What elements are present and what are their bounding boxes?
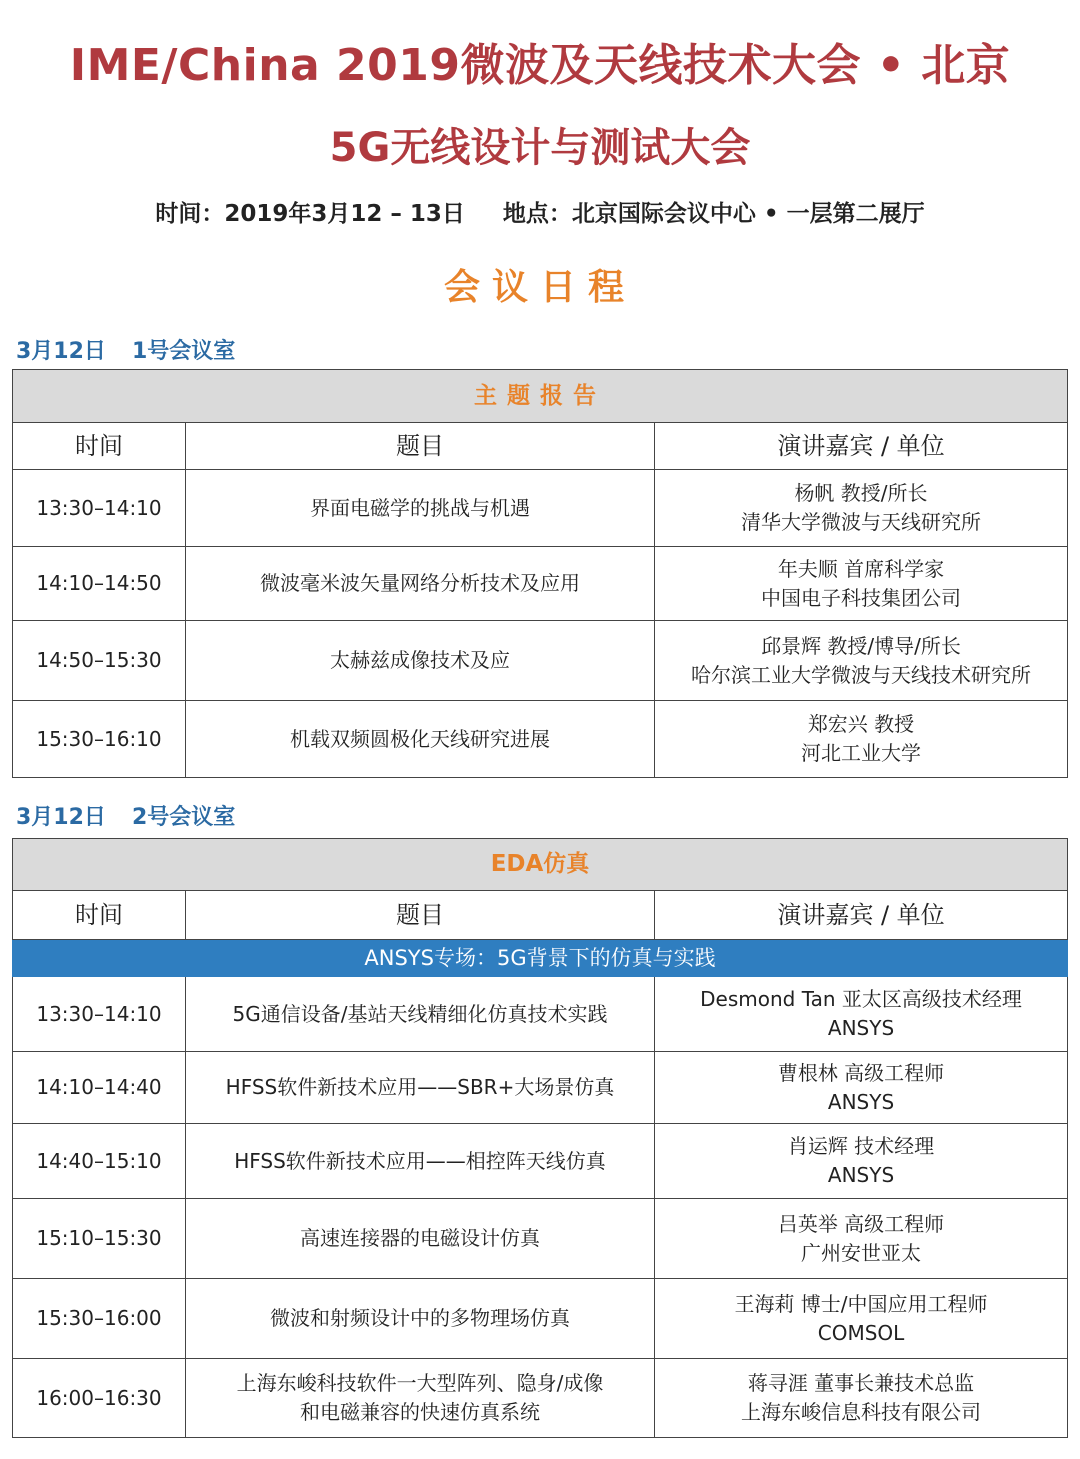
column-header-time: 时间 bbox=[13, 423, 186, 470]
speaker-name: 杨帆 教授/所长 bbox=[794, 481, 928, 505]
session2-date: 3月12日 bbox=[16, 805, 106, 830]
conference-venue: 地点：北京国际会议中心 • 一层第二展厅 bbox=[502, 201, 925, 227]
table-row bbox=[13, 701, 1068, 778]
row-topic: 高速连接器的电磁设计仿真 bbox=[186, 1199, 655, 1279]
speaker-name: 吕英举 高级工程师 bbox=[777, 1211, 945, 1236]
conference-title: IME/China 2019微波及天线技术大会 • 北京 bbox=[69, 40, 1011, 91]
row-speaker bbox=[655, 621, 1068, 701]
session1-room: 1号会议室 bbox=[131, 339, 236, 364]
row-speaker bbox=[655, 1124, 1068, 1199]
column-header-topic: 题目 bbox=[186, 891, 655, 940]
speaker-name: 蒋寻涯 董事长兼技术总监 bbox=[747, 1371, 975, 1395]
speaker-org: 清华大学微波与天线研究所 bbox=[741, 510, 981, 534]
row-time: 14:10–14:40 bbox=[13, 1052, 186, 1124]
table-row bbox=[13, 470, 1068, 547]
speaker-org: ANSYS bbox=[827, 1089, 895, 1114]
speaker-org: 中国电子科技集团公司 bbox=[761, 585, 961, 610]
speaker-org: 上海东峻信息科技有限公司 bbox=[741, 1400, 982, 1424]
column-header-time: 时间 bbox=[13, 891, 186, 940]
session1-date: 3月12日 bbox=[16, 339, 106, 364]
session1-table bbox=[12, 369, 1068, 778]
row-time: 13:30–14:10 bbox=[13, 470, 186, 547]
speaker-name: 王海莉 博士/中国应用工程师 bbox=[734, 1291, 988, 1316]
table-row bbox=[13, 547, 1068, 621]
row-time: 14:40–15:10 bbox=[13, 1124, 186, 1199]
speaker-name: 肖运辉 技术经理 bbox=[787, 1134, 935, 1158]
session2-heading bbox=[16, 802, 235, 834]
row-topic: HFSS软件新技术应用——相控阵天线仿真 bbox=[186, 1124, 655, 1199]
speaker-org: 广州安世亚太 bbox=[801, 1240, 922, 1265]
row-speaker bbox=[655, 1199, 1068, 1279]
table-row bbox=[13, 1359, 1068, 1438]
row-speaker bbox=[655, 1279, 1068, 1359]
agenda-title: 会议日程 bbox=[443, 267, 636, 308]
row-speaker bbox=[655, 701, 1068, 778]
row-speaker bbox=[655, 1359, 1068, 1438]
row-time: 13:30–14:10 bbox=[13, 977, 186, 1052]
table-row bbox=[13, 1279, 1068, 1359]
speaker-name: 曹根林 高级工程师 bbox=[777, 1060, 945, 1085]
speaker-org: COMSOL bbox=[817, 1320, 905, 1345]
row-time: 15:10–15:30 bbox=[13, 1199, 186, 1279]
row-time: 15:30–16:00 bbox=[13, 1279, 186, 1359]
row-time: 14:10–14:50 bbox=[13, 547, 186, 621]
row-topic: 微波毫米波矢量网络分析技术及应用 bbox=[186, 547, 655, 621]
table-row bbox=[13, 977, 1068, 1052]
topic-line: 和电磁兼容的快速仿真系统 bbox=[300, 1400, 540, 1424]
column-header-topic: 题目 bbox=[186, 423, 655, 470]
speaker-org: 哈尔滨工业大学微波与天线技术研究所 bbox=[691, 662, 1031, 687]
session1-heading bbox=[16, 336, 235, 368]
table-row bbox=[13, 1052, 1068, 1124]
conference-meta bbox=[0, 196, 1080, 232]
row-topic: 微波和射频设计中的多物理场仿真 bbox=[186, 1279, 655, 1359]
conference-subtitle: 5G无线设计与测试大会 bbox=[329, 125, 751, 171]
speaker-name: 郑宏兴 教授 bbox=[807, 712, 915, 736]
row-topic: 太赫兹成像技术及应 bbox=[186, 621, 655, 701]
speaker-org: ANSYS bbox=[827, 1016, 895, 1040]
speaker-org: 河北工业大学 bbox=[801, 741, 921, 765]
topic-line: 上海东峻科技软件一大型阵列、隐身/成像 bbox=[236, 1371, 604, 1395]
row-topic: 5G通信设备/基站天线精细化仿真技术实践 bbox=[186, 977, 655, 1052]
row-topic: HFSS软件新技术应用——SBR+大场景仿真 bbox=[186, 1052, 655, 1124]
row-topic: 机载双频圆极化天线研究进展 bbox=[186, 701, 655, 778]
column-header-speaker: 演讲嘉宾 / 单位 bbox=[655, 423, 1068, 470]
speaker-name: 年夫顺 首席科学家 bbox=[777, 556, 945, 581]
row-time: 15:30–16:10 bbox=[13, 701, 186, 778]
table-row bbox=[13, 1199, 1068, 1279]
table-row bbox=[13, 1124, 1068, 1199]
row-time: 16:00–16:30 bbox=[13, 1359, 186, 1438]
session2-table bbox=[12, 838, 1068, 1438]
session1-band: 主题报告 bbox=[13, 370, 1068, 423]
table-row bbox=[13, 621, 1068, 701]
session2-subtitle: ANSYS专场：5G背景下的仿真与实践 bbox=[13, 940, 1068, 977]
row-topic bbox=[186, 1359, 655, 1438]
speaker-name: 邱景辉 教授/博导/所长 bbox=[761, 633, 961, 658]
row-time: 14:50–15:30 bbox=[13, 621, 186, 701]
session2-room: 2号会议室 bbox=[131, 805, 236, 830]
row-topic: 界面电磁学的挑战与机遇 bbox=[186, 470, 655, 547]
column-header-speaker: 演讲嘉宾 / 单位 bbox=[655, 891, 1068, 940]
conference-time: 时间：2019年3月12 – 13日 bbox=[155, 201, 465, 227]
row-speaker bbox=[655, 547, 1068, 621]
row-speaker bbox=[655, 470, 1068, 547]
speaker-name: Desmond Tan 亚太区高级技术经理 bbox=[700, 987, 1022, 1011]
row-speaker bbox=[655, 977, 1068, 1052]
row-speaker bbox=[655, 1052, 1068, 1124]
session2-band: EDA仿真 bbox=[13, 839, 1068, 891]
speaker-org: ANSYS bbox=[827, 1163, 895, 1187]
